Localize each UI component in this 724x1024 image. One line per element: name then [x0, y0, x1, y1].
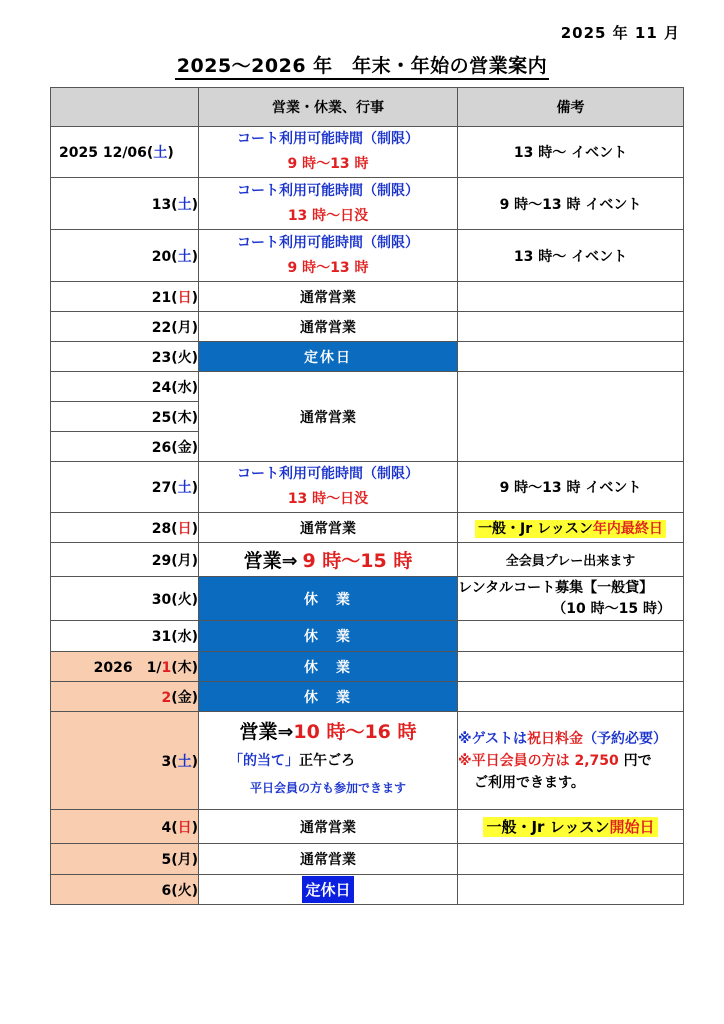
row-date: 6(火) — [51, 875, 199, 905]
row-business: 営業⇒10 時～16 時 「的当て」正午ごろ 平日会員の方も参加できます — [199, 712, 458, 810]
closed-cell: 休 業 — [199, 682, 458, 712]
row-remark: 13 時～ イベント — [458, 230, 684, 282]
row-remark: ※ゲストは祝日料金（予約必要） ※平日会員の方は 2,750 円で ご利用できます。 — [458, 712, 684, 810]
row-date: 2(金) — [51, 682, 199, 712]
row-date: 3(土) — [51, 712, 199, 810]
row-business: コート利用可能時間（制限） 9 時～13 時 — [199, 230, 458, 282]
row-date: 26(金) — [51, 432, 199, 462]
table-row — [51, 230, 684, 282]
regular-holiday-cell: 定休日 — [199, 342, 458, 372]
row-business: コート利用可能時間（制限） 13 時～日没 — [199, 462, 458, 513]
table-row — [51, 875, 684, 905]
table-row — [51, 844, 684, 875]
schedule-table — [50, 87, 684, 905]
row-date: 31(水) — [51, 621, 199, 652]
header-remarks: 備考 — [458, 88, 684, 127]
table-row — [51, 462, 684, 513]
row-date: 28(日) — [51, 513, 199, 543]
row-remark: 13 時～ イベント — [458, 127, 684, 178]
row-remark — [458, 342, 684, 372]
row-remark: 9 時～13 時 イベント — [458, 178, 684, 230]
row-remark — [458, 844, 684, 875]
table-row — [51, 513, 684, 543]
row-business: コート利用可能時間（制限） 9 時～13 時 — [199, 127, 458, 178]
row-remark — [458, 621, 684, 652]
row-date: 20(土) — [51, 230, 199, 282]
row-remark — [458, 513, 684, 543]
row-date: 30(火) — [51, 577, 199, 621]
row-date: 4(日) — [51, 810, 199, 844]
issued-date: 2025 年 11 月 — [560, 24, 680, 42]
row-date: 2025 12/06(土) — [51, 127, 199, 178]
row-business — [199, 875, 458, 905]
row-business: コート利用可能時間（制限） 13 時～日没 — [199, 178, 458, 230]
table-row — [51, 652, 684, 682]
regular-holiday-badge: 定休日 — [302, 876, 353, 903]
row-business: 通常営業 — [199, 810, 458, 844]
table-header-row — [51, 88, 684, 127]
header-corner-diagonal — [51, 88, 199, 127]
row-business: 通常営業 — [199, 282, 458, 312]
table-row — [51, 312, 684, 342]
table-row — [51, 282, 684, 312]
row-remark — [458, 312, 684, 342]
header-business: 営業・休業、行事 — [199, 88, 458, 127]
row-remark: 全会員プレー出来ます — [458, 543, 684, 577]
row-remark — [458, 810, 684, 844]
table-row — [51, 712, 684, 810]
row-date: 24(水) — [51, 372, 199, 402]
closed-cell: 休 業 — [199, 621, 458, 652]
table-row — [51, 342, 684, 372]
closed-cell: 休 業 — [199, 652, 458, 682]
row-remark: レンタルコート募集【一般貸】 （10 時～15 時） — [458, 577, 684, 621]
row-remark-merged — [458, 372, 684, 462]
row-remark — [458, 682, 684, 712]
row-remark — [458, 875, 684, 905]
row-date: 5(月) — [51, 844, 199, 875]
table-row — [51, 621, 684, 652]
row-business: 通常営業 — [199, 513, 458, 543]
row-remark — [458, 652, 684, 682]
row-business: 営業⇒ 9 時～15 時 — [199, 543, 458, 577]
page-title: 2025～2026 年 年末・年始の営業案内 — [0, 51, 724, 78]
table-row — [51, 577, 684, 621]
table-row — [51, 372, 684, 402]
row-date: 2026 1/1(木) — [51, 652, 199, 682]
row-business-merged: 通常営業 — [199, 372, 458, 462]
row-date: 25(木) — [51, 402, 199, 432]
closed-cell: 休 業 — [199, 577, 458, 621]
row-business: 通常営業 — [199, 312, 458, 342]
row-date: 22(月) — [51, 312, 199, 342]
row-date: 21(日) — [51, 282, 199, 312]
row-date: 23(火) — [51, 342, 199, 372]
table-row — [51, 178, 684, 230]
row-date: 27(土) — [51, 462, 199, 513]
highlighted-remark: 一般・Jr レッスン開始日 — [483, 817, 657, 837]
highlighted-remark: 一般・Jr レッスン年内最終日 — [475, 520, 666, 538]
row-date: 29(月) — [51, 543, 199, 577]
table-row — [51, 543, 684, 577]
table-row — [51, 127, 684, 178]
row-remark: 9 時～13 時 イベント — [458, 462, 684, 513]
row-business: 通常営業 — [199, 844, 458, 875]
row-date: 13(土) — [51, 178, 199, 230]
table-row — [51, 682, 684, 712]
table-row — [51, 810, 684, 844]
row-remark — [458, 282, 684, 312]
